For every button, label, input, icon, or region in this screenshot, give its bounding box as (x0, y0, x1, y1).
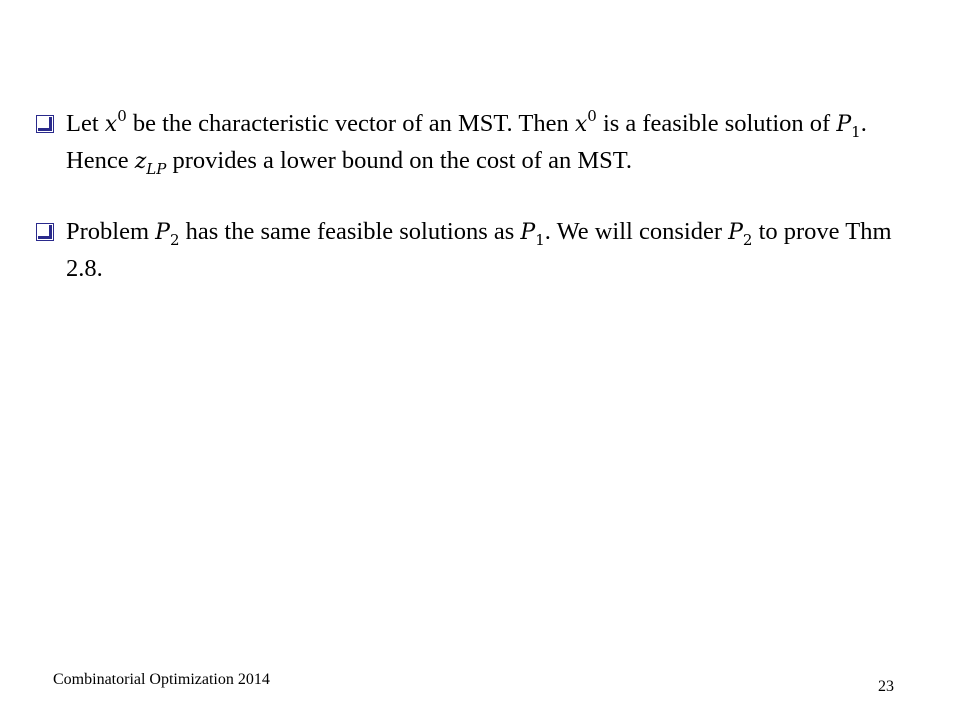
math-p2: $P_2$ (728, 220, 753, 249)
bullet-mst-lower-bound (36, 106, 926, 180)
checkbox-bullet-icon (36, 223, 54, 241)
math-p1: $P_1$ (836, 112, 861, 141)
math-zlp: $z_{LP}$ (134, 149, 167, 178)
bullet-problem-p2 (36, 214, 926, 287)
bullet-text: Let $x^0$ be the characteristic vector of an MST. Then $x^0$ is a feasible solution of $P_1$. Hence $z_{LP}$ provides a lower bound on the cost of an MST. (66, 107, 867, 178)
math-p1: $P_1$ (520, 220, 545, 249)
math-x0: $x^0$ (104, 107, 127, 137)
math-x0: $x^0$ (574, 107, 597, 137)
bullet-text: Problem $P_2$ has the same feasible solutions as $P_1$. We will consider $P_2$ to prove Thm 2.8. (66, 218, 892, 282)
footer-course-title: Combinatorial Optimization 2014 (53, 671, 270, 688)
checkbox-bullet-icon (36, 115, 54, 133)
slide-body (36, 106, 926, 321)
math-p2: $P_2$ (155, 220, 180, 249)
page-number: 23 (878, 678, 894, 695)
